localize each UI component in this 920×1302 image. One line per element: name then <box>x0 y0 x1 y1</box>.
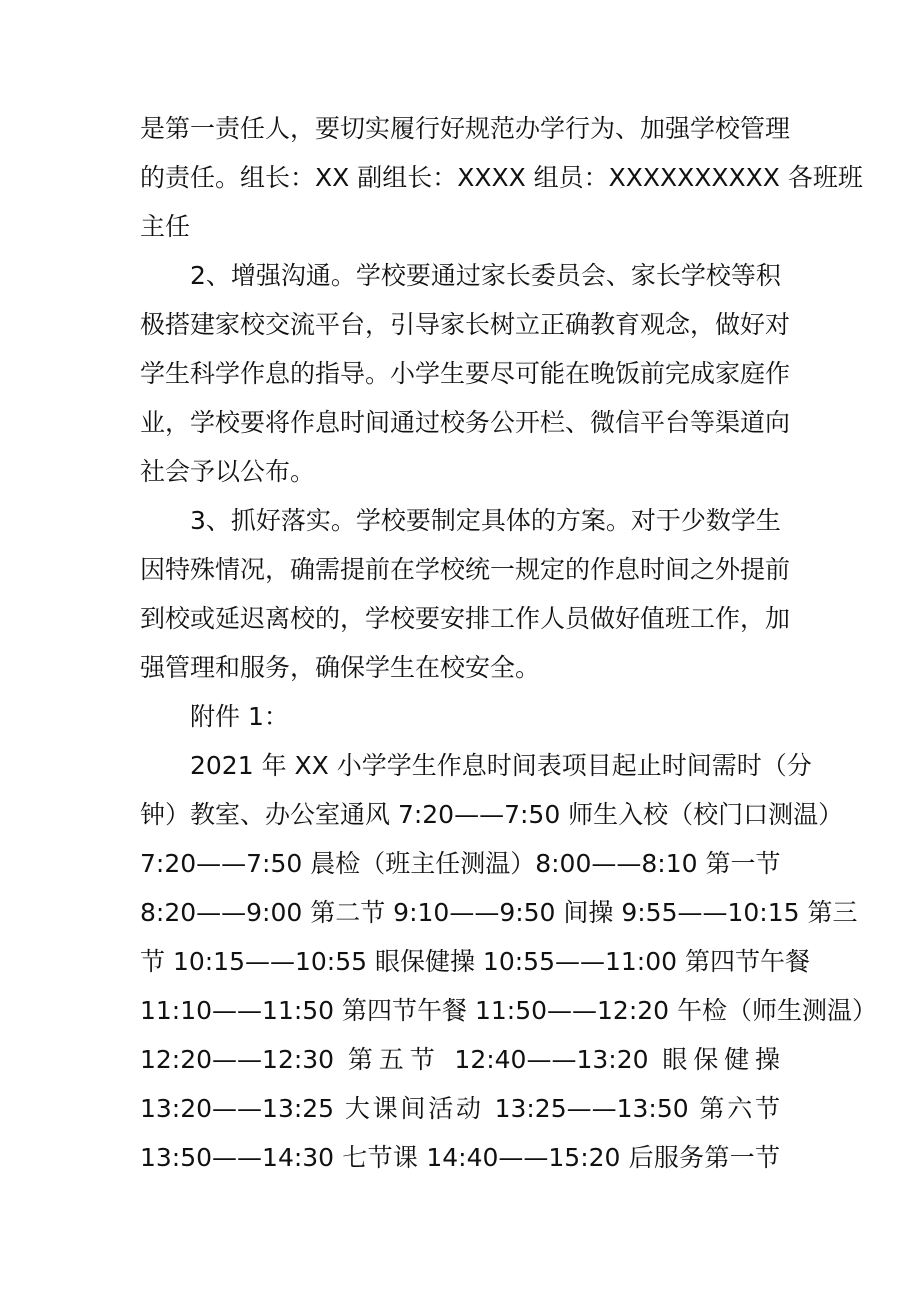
text-line: 8:20——9:00 第二节 9:10——9:50 间操 9:55——10:15 第三 <box>140 898 858 927</box>
text-line: 到校或延迟离校的，学校要安排工作人员做好值班工作，加 <box>140 604 791 633</box>
text-line: 的责任。组长：XX 副组长：XXXX 组员：XXXXXXXXXX 各班班 <box>140 163 863 192</box>
text-line: 2、增强沟通。学校要通过家长委员会、家长学校等积 <box>190 261 781 290</box>
text-line: 节 10:15——10:55 眼保健操 10:55——11:00 第四节午餐 <box>140 947 810 976</box>
text-line: 业，学校要将作息时间通过校务公开栏、微信平台等渠道向 <box>140 408 791 437</box>
text-line: 12:20——12:30 第五节 12:40——13:20 眼保健操 <box>140 1045 780 1074</box>
text-line: 钟）教室、办公室通风 7:20——7:50 师生入校（校门口测温） <box>140 800 844 829</box>
text-line: 强管理和服务，确保学生在校安全。 <box>140 653 541 682</box>
attachment-label: 附件 1： <box>190 702 289 731</box>
text-line: 学生科学作息的指导。小学生要尽可能在晚饭前完成家庭作 <box>140 359 791 388</box>
text-line: 3、抓好落实。学校要制定具体的方案。对于少数学生 <box>190 506 781 535</box>
text-line: 11:10——11:50 第四节午餐 11:50——12:20 午检（师生测温） <box>140 996 878 1025</box>
text-line: 13:50——14:30 七节课 14:40——15:20 后服务第一节 <box>140 1143 780 1172</box>
text-line: 社会予以公布。 <box>140 457 316 486</box>
document-body <box>140 104 878 1182</box>
text-line: 13:20——13:25 大课间活动 13:25——13:50 第六节 <box>140 1094 780 1123</box>
text-line: 2021 年 XX 小学学生作息时间表项目起止时间需时（分 <box>190 751 812 780</box>
text-line: 7:20——7:50 晨检（班主任测温）8:00——8:10 第一节 <box>140 849 781 878</box>
text-line: 极搭建家校交流平台，引导家长树立正确教育观念，做好对 <box>140 310 791 339</box>
text-line: 因特殊情况，确需提前在学校统一规定的作息时间之外提前 <box>140 555 791 584</box>
text-line: 是第一责任人，要切实履行好规范办学行为、加强学校管理 <box>140 114 791 143</box>
text-line: 主任 <box>140 212 191 241</box>
